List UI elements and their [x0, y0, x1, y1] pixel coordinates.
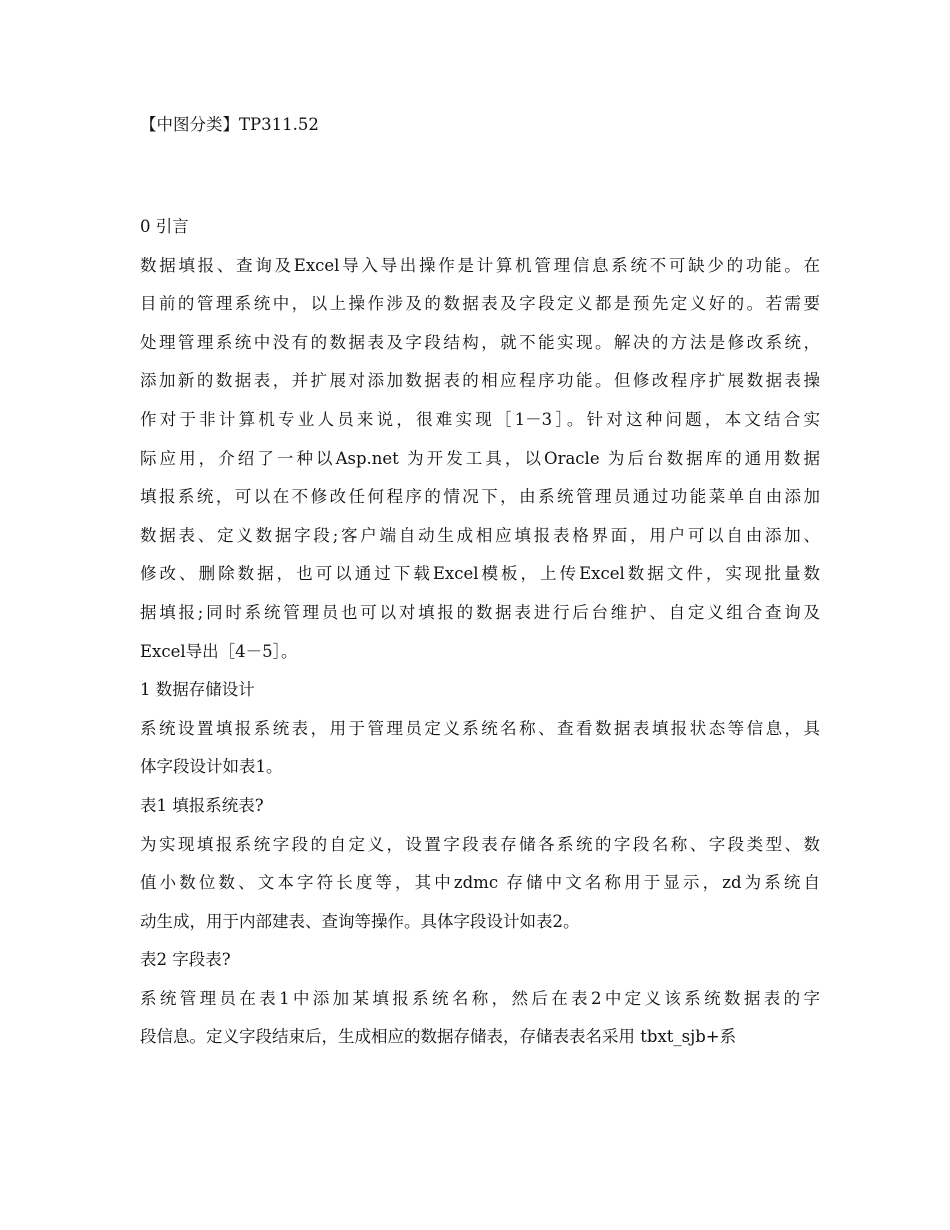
classification-code: 【中图分类】TP311.52: [140, 115, 319, 134]
text-line: 据填报;同时系统管理员也可以对填报的数据表进行后台维护、自定义组合查询及: [140, 602, 820, 622]
text-line: 表1 填报系统表?: [140, 795, 264, 815]
body-paragraph: [140, 247, 820, 672]
body-paragraph: [140, 826, 820, 942]
text-line: 作对于非计算机专业人员来说，很难实现［1－3］。针对这种问题，本文结合实: [140, 409, 820, 429]
section-heading: [140, 208, 820, 247]
text-line: 动生成，用于内部建表、查询等操作。具体字段设计如表2。: [140, 911, 580, 931]
body-paragraph: [140, 980, 820, 1057]
text-line: 填报系统，可以在不修改任何程序的情况下，由系统管理员通过功能菜单自由添加: [140, 487, 820, 507]
text-line: 目前的管理系统中，以上操作涉及的数据表及字段定义都是预先定义好的。若需要: [140, 294, 820, 314]
text-line: 为实现填报系统字段的自定义，设置字段表存储各系统的字段名称、字段类型、数: [140, 834, 820, 854]
text-line: 修改、删除数据，也可以通过下载Excel模板，上传Excel数据文件，实现批量数: [140, 564, 820, 584]
text-line: 际应用，介绍了一种以Asp.net 为开发工具，以Oracle 为后台数据库的通用数据: [140, 448, 820, 468]
text-line: 1 数据存储设计: [140, 680, 255, 700]
table-caption: [140, 941, 820, 980]
text-line: 添加新的数据表，并扩展对添加数据表的相应程序功能。但修改程序扩展数据表操: [140, 371, 820, 391]
text-line: 体字段设计如表1。: [140, 757, 283, 777]
text-line: 值小数位数、文本字符长度等，其中zdmc 存储中文名称用于显示，zd为系统自: [140, 873, 820, 893]
text-line: Excel导出［4－5］。: [140, 641, 298, 661]
table-caption: [140, 787, 820, 826]
text-line: 系统管理员在表1中添加某填报系统名称，然后在表2中定义该系统数据表的字: [140, 988, 820, 1008]
text-line: 表2 字段表?: [140, 950, 231, 970]
text-line: 0 引言: [140, 217, 189, 236]
text-line: 数据填报、查询及Excel导入导出操作是计算机管理信息系统不可缺少的功能。在: [140, 255, 820, 275]
section-heading: [140, 671, 820, 710]
body-paragraph: [140, 710, 820, 787]
text-line: 系统设置填报系统表，用于管理员定义系统名称、查看数据表填报状态等信息，具: [140, 718, 820, 738]
text-line: 处理管理系统中没有的数据表及字段结构，就不能实现。解决的方法是修改系统，: [140, 332, 820, 352]
text-line: 数据表、定义数据字段;客户端自动生成相应填报表格界面，用户可以自由添加、: [140, 525, 820, 545]
document-body: [140, 208, 820, 1057]
text-line: 段信息。定义字段结束后，生成相应的数据存储表，存储表表名采用 tbxt_sjb+系: [140, 1027, 737, 1047]
